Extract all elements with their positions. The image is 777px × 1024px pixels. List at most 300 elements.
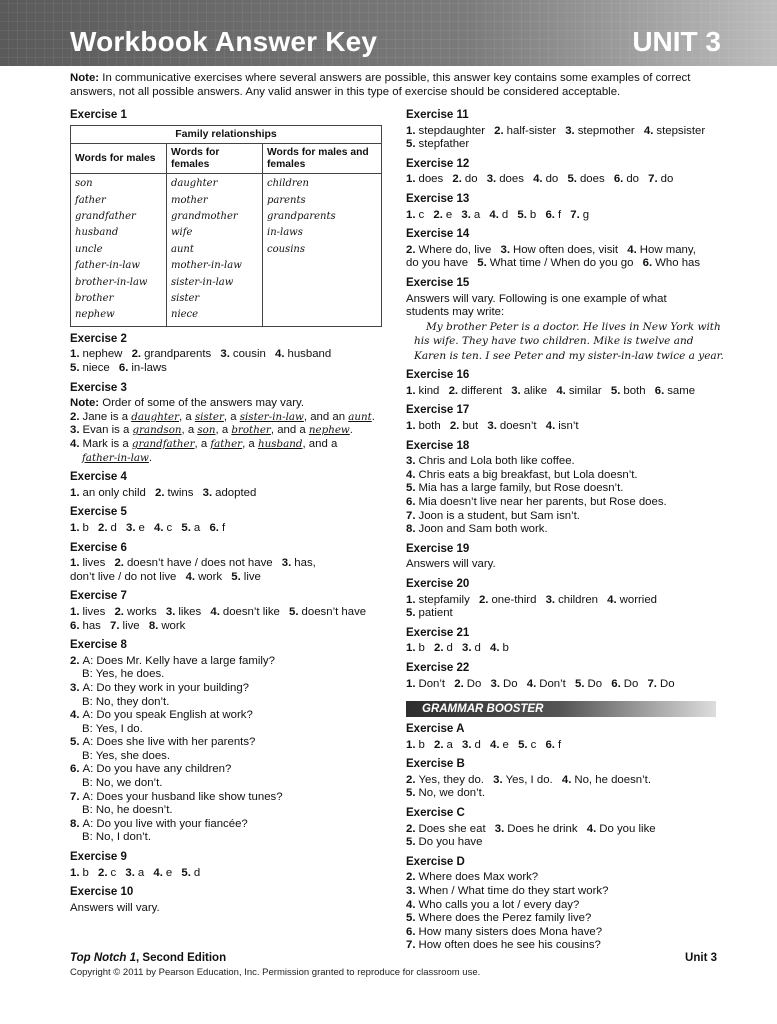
connector: and a — [277, 424, 306, 437]
answer: e — [165, 866, 173, 879]
answer: c — [418, 208, 425, 221]
answer: in-laws — [131, 362, 167, 375]
item-number: 4. — [185, 570, 196, 583]
exercise-b — [406, 758, 726, 801]
item-number: 2. — [406, 822, 416, 835]
right-column — [406, 107, 726, 953]
answer: live — [243, 570, 261, 583]
answer: d — [474, 738, 481, 751]
answer: Who calls you a lot / every day? — [418, 898, 580, 911]
answer-line — [406, 823, 726, 837]
item-number: 4. — [210, 605, 220, 618]
note-text: In communicative exercises where several answers are possible, this answer key contains some examples of correct answers, not all possible answers. Any valid answer in this type of exercise should be considered acceptable. — [70, 72, 691, 98]
item-number: 2. — [155, 486, 165, 499]
item-number: 6. — [209, 521, 219, 534]
item-number: 7. — [406, 939, 416, 952]
answer-line — [406, 523, 726, 537]
item-number: 7. — [648, 173, 658, 186]
item-number: 2. — [406, 773, 416, 786]
left-column — [70, 107, 388, 915]
table-cell: daughter — [171, 178, 218, 190]
answer: do you have — [406, 257, 469, 270]
table-cell: wife — [171, 227, 193, 239]
answer-word: sister-in-law — [239, 410, 304, 423]
answer: e — [445, 208, 453, 221]
item-number: 6. — [70, 763, 80, 776]
answer: How many, — [639, 243, 696, 256]
exercise-title: Exercise 2 — [70, 332, 127, 345]
item-number: 2. — [70, 654, 80, 667]
table-cell: brother — [75, 293, 114, 305]
answer-line — [70, 791, 388, 805]
answer-line — [70, 750, 388, 764]
item-number: 3. — [462, 642, 472, 655]
answer: kind — [418, 384, 440, 397]
col-header-males: Words for males — [71, 144, 167, 174]
item-number: 8. — [70, 817, 80, 830]
exercise-title: Exercise 6 — [70, 541, 127, 554]
answer: a — [193, 521, 201, 534]
table-cell: cousins — [267, 243, 305, 255]
answer-word: aunt — [348, 410, 372, 423]
exercise-8 — [70, 639, 388, 845]
answer-line — [70, 571, 388, 585]
table-cell: sister-in-law — [171, 276, 234, 288]
item-number: 3. — [493, 773, 503, 786]
answer: stepsister — [656, 124, 706, 137]
item-number: 3. — [494, 822, 505, 835]
connector: and a — [308, 438, 338, 450]
table-cell: aunt — [171, 243, 194, 255]
exercise-19 — [406, 543, 726, 572]
answer: work — [161, 619, 186, 632]
exercise-1 — [70, 109, 388, 327]
item-number: 3. — [220, 348, 230, 361]
answer: niece — [82, 362, 110, 375]
exercise-2 — [70, 333, 388, 376]
sentence-start: Evan is a — [82, 424, 130, 437]
answer-line — [406, 469, 726, 483]
answer: alike — [523, 384, 548, 397]
answer: When / What time do they start work? — [418, 885, 609, 898]
exercise-title: Exercise 8 — [70, 639, 127, 652]
answer: Don’t — [418, 677, 446, 690]
table-caption: Family relationships — [71, 125, 382, 144]
item-number: 1. — [406, 420, 416, 432]
item-number: 6. — [545, 208, 555, 221]
answer: do — [545, 173, 559, 186]
answer: doesn’t like — [222, 605, 280, 618]
exercise-title: Exercise 10 — [70, 886, 134, 899]
exercise-6 — [70, 542, 388, 585]
answer: B: No, he doesn’t. — [82, 804, 173, 817]
note-label: Note: — [70, 397, 100, 410]
answer-line — [70, 777, 388, 791]
item-number: 1. — [70, 521, 80, 534]
answer: f — [557, 208, 562, 221]
item-number: 4. — [275, 348, 285, 361]
answer-line — [70, 818, 388, 832]
item-number: 2. — [131, 348, 142, 361]
item-number: 6. — [406, 495, 416, 508]
exercise-10 — [70, 886, 388, 915]
answer: Do — [503, 677, 518, 690]
exercise-c — [406, 807, 726, 850]
item-number: 1. — [70, 486, 80, 499]
answer-line — [406, 774, 726, 788]
table-cell: grandfather — [75, 211, 136, 222]
item-number: 2. — [70, 410, 80, 423]
answer-line — [406, 912, 726, 926]
answer: stepmother — [577, 124, 635, 137]
exercise-7 — [70, 590, 388, 633]
item-number: 1. — [406, 124, 416, 137]
answer: B: No, they don’t. — [82, 695, 170, 708]
answer: Chris eats a big breakfast, but Lola doesn’t. — [418, 468, 638, 481]
item-number: 2. — [434, 738, 444, 751]
answer: Where does Max work? — [418, 871, 539, 884]
exercise-title: Exercise 7 — [70, 590, 127, 603]
item-number: 4. — [526, 677, 537, 690]
answer: Do — [587, 677, 603, 690]
answer-line — [406, 607, 726, 621]
item-number: 6. — [642, 257, 653, 270]
answer: b — [529, 208, 537, 221]
answer: Does she eat — [418, 822, 486, 835]
exercise-title: Exercise 14 — [406, 228, 470, 241]
answer-line — [406, 642, 726, 656]
answer: Do — [466, 677, 482, 690]
answer: isn’t — [558, 420, 579, 432]
answer-line — [406, 939, 726, 953]
exercise-title: Exercise 15 — [406, 276, 470, 289]
exercise-note — [70, 397, 388, 411]
item-number: 5. — [289, 605, 299, 618]
answer-word: grandson — [132, 424, 182, 437]
exercise-title: Exercise 9 — [70, 851, 127, 864]
answer: has — [82, 619, 101, 632]
answer-line — [70, 723, 388, 737]
answer: B: Yes, he does. — [82, 668, 165, 681]
answer-line — [406, 173, 726, 187]
answer: cousin — [232, 348, 266, 361]
answer-word: sister — [194, 410, 224, 423]
page-header — [0, 0, 777, 66]
item-number: 3. — [487, 420, 497, 432]
answer-line: Answers will vary. Following is one example of what students may write: — [406, 292, 667, 319]
item-number: 2. — [406, 243, 416, 256]
item-number: 5. — [406, 836, 416, 849]
item-number: 5. — [575, 677, 585, 690]
answer: Joon is a student, but Sam isn’t. — [418, 509, 580, 522]
item-number: 2. — [454, 677, 464, 690]
item-number: 2. — [448, 384, 459, 397]
question: A: Do they work in your building? — [82, 681, 250, 694]
footer-book-title — [70, 952, 226, 964]
females-cell — [167, 174, 263, 327]
exercise-title: Exercise D — [406, 855, 465, 868]
answer: How many sisters does Mona have? — [418, 925, 603, 938]
item-number: 4. — [586, 822, 597, 835]
table-cell: nephew — [75, 309, 115, 321]
item-number: 5. — [231, 570, 241, 583]
answer-line — [406, 594, 726, 608]
item-number: 6. — [545, 738, 555, 751]
item-number: 4. — [643, 124, 654, 137]
unit-label: UNIT 3 — [632, 26, 721, 57]
exercise-d — [406, 856, 726, 953]
exercise-15 — [406, 277, 726, 363]
table-cell: mother — [171, 194, 208, 206]
item-number: 1. — [406, 173, 416, 186]
answer: Mia has a large family, but Rose doesn’t. — [418, 482, 624, 495]
intro-note — [70, 72, 710, 99]
answer: f — [221, 521, 226, 534]
item-number: 2. — [452, 173, 462, 186]
col-header-females: Words for females — [167, 144, 263, 174]
answer: both — [623, 384, 646, 397]
answer-line — [406, 138, 726, 152]
answer: do — [660, 173, 674, 186]
answer-line: 3. Evan is a grandson, a son, a brother, and a nephew. — [70, 424, 353, 437]
item-number: 2. — [433, 208, 443, 221]
answer-line — [406, 739, 726, 753]
exercise-title: Exercise 19 — [406, 542, 470, 555]
item-number: 5. — [518, 738, 528, 751]
answer-line — [70, 522, 388, 536]
item-number: 4. — [533, 173, 543, 186]
item-number: 4. — [490, 738, 500, 751]
answer-line — [70, 736, 388, 750]
answer-line — [70, 606, 388, 620]
answer-line — [70, 831, 388, 845]
answer-line — [70, 487, 388, 501]
copyright-notice: Copyright © 2011 by Pearson Education, Inc. Permission granted to reproduce for classroom use. — [70, 967, 481, 978]
item-number: 4. — [490, 642, 500, 655]
answer: an only child — [82, 486, 146, 499]
answer: worried — [619, 593, 658, 606]
answer: patient — [418, 607, 453, 620]
item-number: 6. — [406, 925, 416, 938]
item-number: 5. — [181, 866, 191, 879]
answer-line: Answers will vary. — [70, 901, 160, 914]
exercise-title: Exercise 17 — [406, 404, 470, 417]
item-number: 4. — [154, 521, 164, 534]
item-number: 1. — [406, 593, 416, 606]
answer: B: No, we don’t. — [82, 777, 163, 790]
answer-word: daughter — [131, 410, 180, 423]
answer: Do you like — [599, 822, 656, 835]
answer-word: husband — [257, 438, 303, 450]
item-number: 5. — [181, 521, 191, 534]
sentence-start: Mark is a — [82, 438, 129, 450]
answer: same — [667, 384, 696, 397]
exercise-title: Exercise 16 — [406, 369, 470, 382]
answer: d — [474, 642, 481, 655]
answer-line — [406, 787, 726, 801]
note-label: Note: — [70, 72, 100, 84]
answer-line: Answers will vary. — [406, 558, 496, 571]
answer: husband — [287, 348, 332, 361]
exercise-9 — [70, 851, 388, 880]
answer-line — [70, 709, 388, 723]
answer-line — [406, 885, 726, 899]
sample-answer: My brother Peter is a doctor. He lives in New York with his wife. They have two children. Mike is twelve and Karen is ten. I see Peter and my sister-in-law twice a year. — [414, 320, 724, 362]
item-number: 7. — [647, 677, 657, 690]
answer: Yes, they do. — [418, 773, 484, 786]
answer: b — [418, 642, 425, 655]
exercise-title: Exercise 3 — [70, 381, 127, 394]
answer: B: Yes, I do. — [82, 722, 143, 735]
answer-line — [406, 678, 726, 692]
item-number: 1. — [70, 557, 80, 570]
item-number: 5. — [610, 384, 621, 397]
grammar-booster-banner: GRAMMAR BOOSTER — [406, 701, 716, 717]
answer-line — [406, 510, 726, 524]
answer: adopted — [215, 486, 257, 499]
answer: Mia doesn’t live near her parents, but Rose does. — [418, 495, 667, 508]
exercise-title: Exercise 22 — [406, 661, 470, 674]
answer: f — [557, 738, 562, 751]
item-number: 5. — [406, 912, 416, 925]
answer: Does he drink — [507, 822, 578, 835]
item-number: 2. — [434, 642, 444, 655]
answer-word: father — [210, 438, 243, 450]
question: A: Do you live with your fiancée? — [82, 817, 248, 830]
answer: work — [198, 570, 223, 583]
exercise-title: Exercise C — [406, 807, 465, 820]
answer: live — [122, 619, 140, 632]
answer: don’t live / do not live — [70, 570, 177, 583]
answer: Chris and Lola both like coffee. — [418, 455, 575, 468]
item-number: 1. — [406, 384, 416, 397]
col-header-both: Words for males and females — [263, 144, 382, 174]
item-number: 3. — [125, 866, 135, 879]
item-number: 1. — [406, 738, 416, 751]
answer-line — [406, 420, 726, 434]
item-number: 2. — [449, 420, 460, 432]
exercise-title: Exercise 11 — [406, 109, 469, 121]
item-number: 3. — [165, 605, 176, 618]
exercise-title: Exercise B — [406, 758, 465, 771]
item-number: 6. — [654, 384, 665, 397]
answer: do — [464, 173, 478, 186]
item-number: 3. — [70, 681, 80, 694]
exercise-18 — [406, 440, 726, 537]
item-number: 1. — [406, 208, 416, 221]
answer: d — [110, 521, 117, 534]
table-cell: mother-in-law — [171, 260, 242, 272]
answer: e — [138, 521, 145, 534]
item-number: 6. — [611, 677, 621, 690]
answer: Don’t — [539, 677, 566, 690]
answer-line — [70, 867, 388, 881]
table-cell: grandmother — [171, 211, 238, 222]
answer-line — [406, 899, 726, 913]
exercise-20 — [406, 578, 726, 621]
answer: b — [418, 738, 425, 751]
exercise-17 — [406, 404, 726, 433]
answer: e — [502, 738, 509, 751]
answer: b — [82, 521, 89, 534]
answer-line — [406, 926, 726, 940]
answer: grandparents — [144, 348, 212, 361]
answer: Where does the Perez family live? — [418, 912, 592, 925]
table-cell: sister — [171, 293, 200, 305]
exercise-title: Exercise 21 — [406, 626, 470, 639]
item-number: 5. — [70, 362, 80, 375]
item-number: 4. — [153, 866, 163, 879]
table-cell: parents — [267, 194, 306, 206]
answer: B: Yes, she does. — [82, 749, 171, 762]
item-number: 5. — [406, 787, 416, 800]
answer-line — [406, 455, 726, 469]
answer: doesn’t have / does not have — [126, 557, 273, 570]
answer: Do — [659, 677, 675, 690]
exercise-16 — [406, 369, 726, 398]
answer-line — [70, 362, 388, 376]
item-number: 5. — [477, 257, 487, 270]
answer-line — [406, 496, 726, 510]
answer-line: 4. Mark is a grandfather, a father, a husband, and a — [70, 438, 338, 450]
exercise-12 — [406, 158, 726, 187]
exercise-5 — [70, 506, 388, 535]
answer-line — [406, 209, 726, 223]
family-relationships-table — [70, 125, 382, 327]
answer-line — [70, 804, 388, 818]
item-number: 2. — [98, 521, 108, 534]
answer: twins — [167, 486, 194, 499]
item-number: 3. — [406, 885, 416, 898]
answer: b — [502, 642, 509, 655]
answer-line — [70, 763, 388, 777]
item-number: 3. — [70, 424, 80, 437]
exercise-21 — [406, 627, 726, 656]
table-cell: children — [267, 178, 309, 190]
answer: different — [461, 384, 503, 397]
answer: Joon and Sam both work. — [418, 523, 548, 536]
answer: stepfamily — [418, 593, 470, 606]
edition: , Second Edition — [136, 952, 227, 964]
item-number: 4. — [70, 709, 80, 722]
table-cell: uncle — [75, 243, 103, 255]
table-cell: in-laws — [267, 227, 303, 239]
exercise-a — [406, 723, 726, 752]
exercise-22 — [406, 662, 726, 691]
item-number: 1. — [70, 866, 80, 879]
item-number: 2. — [478, 593, 489, 606]
item-number: 5. — [567, 173, 577, 186]
page-title: Workbook Answer Key — [70, 26, 378, 57]
answer: one-third — [491, 593, 537, 606]
answer-line — [70, 620, 388, 634]
answer: B: No, I don’t. — [82, 831, 152, 844]
answer: nephew — [82, 348, 123, 361]
item-number: 4. — [70, 438, 80, 450]
exercise-title: Exercise 13 — [406, 192, 470, 205]
answer: Do — [623, 677, 639, 690]
question: A: Does Mr. Kelly have a large family? — [82, 654, 275, 667]
answer: works — [126, 605, 157, 618]
item-number: 3. — [461, 208, 471, 221]
answer: do — [626, 173, 639, 186]
exercise-4 — [70, 471, 388, 500]
item-number: 3. — [545, 593, 556, 606]
answer: How often does he see his cousins? — [418, 939, 601, 952]
answer-word: nephew — [308, 424, 350, 437]
answer: Where do, live — [418, 243, 492, 256]
note-text: Order of some of the answers may vary. — [102, 397, 305, 410]
